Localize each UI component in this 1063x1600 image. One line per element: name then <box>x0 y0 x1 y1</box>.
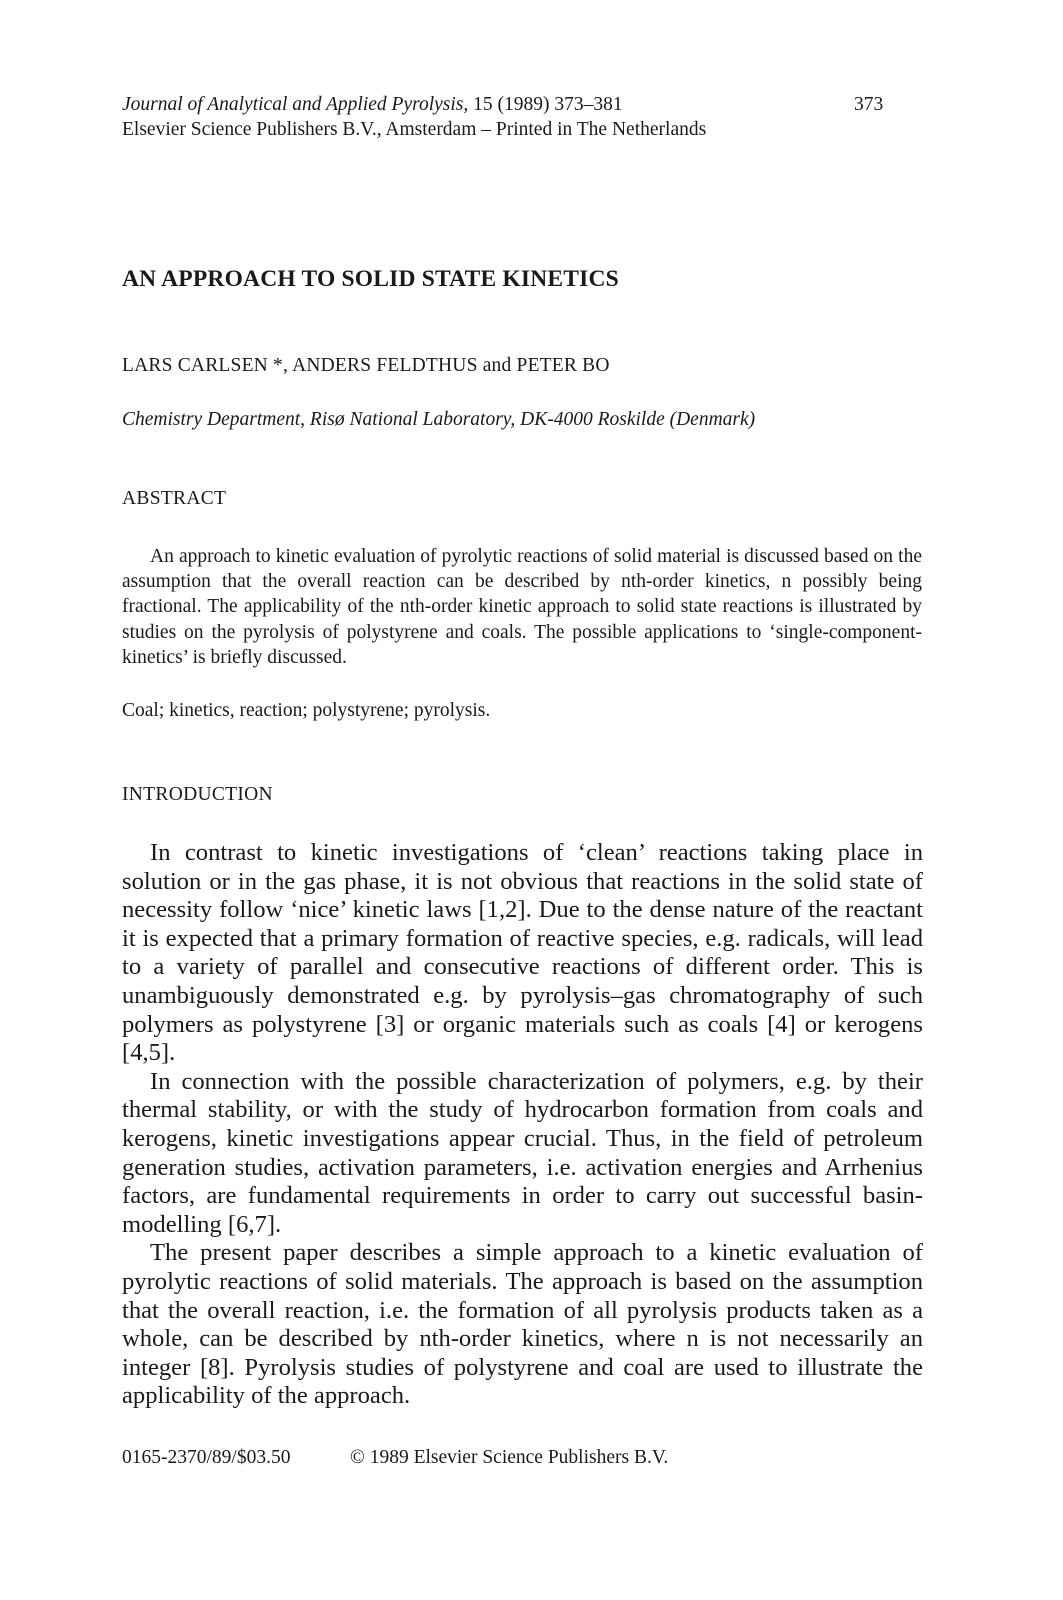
introduction-body <box>122 839 923 1411</box>
footer-issn-price: 0165-2370/89/$03.50 <box>122 1447 291 1468</box>
article-authors: LARS CARLSEN *, ANDERS FELDTHUS and PETER BO <box>122 355 610 376</box>
publisher-line: Elsevier Science Publishers B.V., Amsterdam – Printed in The Netherlands <box>122 119 707 140</box>
journal-reference <box>122 93 623 117</box>
intro-paragraph-2: In connection with the possible characterization of polymers, e.g. by their thermal stability, or with the study of hydrocarbon formation from coals and kerogens, kinetic investigations appear crucial. Thus, in the field of petroleum generation studies, activation parameters, i.e. activation energies and Arrhenius factors, are fundamental requirements in order to carry out successful basin-modelling [6,7]. <box>122 1067 923 1238</box>
keywords: Coal; kinetics, reaction; polystyrene; pyrolysis. <box>122 700 491 721</box>
journal-name: Journal of Analytical and Applied Pyrolysis, <box>122 94 469 115</box>
article-title: AN APPROACH TO SOLID STATE KINETICS <box>122 266 619 292</box>
page-number: 373 <box>854 94 884 115</box>
journal-citation: 15 (1989) 373–381 <box>468 94 623 115</box>
author-affiliation: Chemistry Department, Risø National Laboratory, DK-4000 Roskilde (Denmark) <box>122 409 756 430</box>
intro-paragraph-3: The present paper describes a simple approach to a kinetic evaluation of pyrolytic reactions of solid materials. The approach is based on the assumption that the overall reaction, i.e. the formation of all pyrolysis products taken as a whole, can be described by nth-order kinetics, where n is not necessarily an integer [8]. Pyrolysis studies of polystyrene and coal are used to illustrate the applicability of the approach. <box>122 1239 923 1410</box>
footer-copyright: © 1989 Elsevier Science Publishers B.V. <box>350 1447 669 1468</box>
introduction-heading: INTRODUCTION <box>122 784 273 805</box>
intro-paragraph-1: In contrast to kinetic investigations of ‘clean’ reactions taking place in solution or in the gas phase, it is not obvious that reactions in the solid state of necessity follow ‘nice’ kinetic laws [1,2]. Due to the dense nature of the reactant it is expected that a primary formation of reactive species, e.g. radicals, will lead to a variety of parallel and consecutive reactions of different order. This is unambiguously demonstrated e.g. by pyrolysis–gas chromatography of such polymers as polystyrene [3] or organic materials such as coals [4] or kerogens [4,5]. <box>122 839 923 1067</box>
abstract-heading: ABSTRACT <box>122 488 227 509</box>
abstract-body: An approach to kinetic evaluation of pyrolytic reactions of solid material is discussed based on the assumption that the overall reaction can be described by nth-order kinetics, n possibly being fractional. The applicability of the nth-order kinetic approach to solid state reactions is illustrated by studies on the pyrolysis of polystyrene and coals. The possible applications to ‘single-component-kinetics’ is briefly discussed. <box>122 546 922 668</box>
